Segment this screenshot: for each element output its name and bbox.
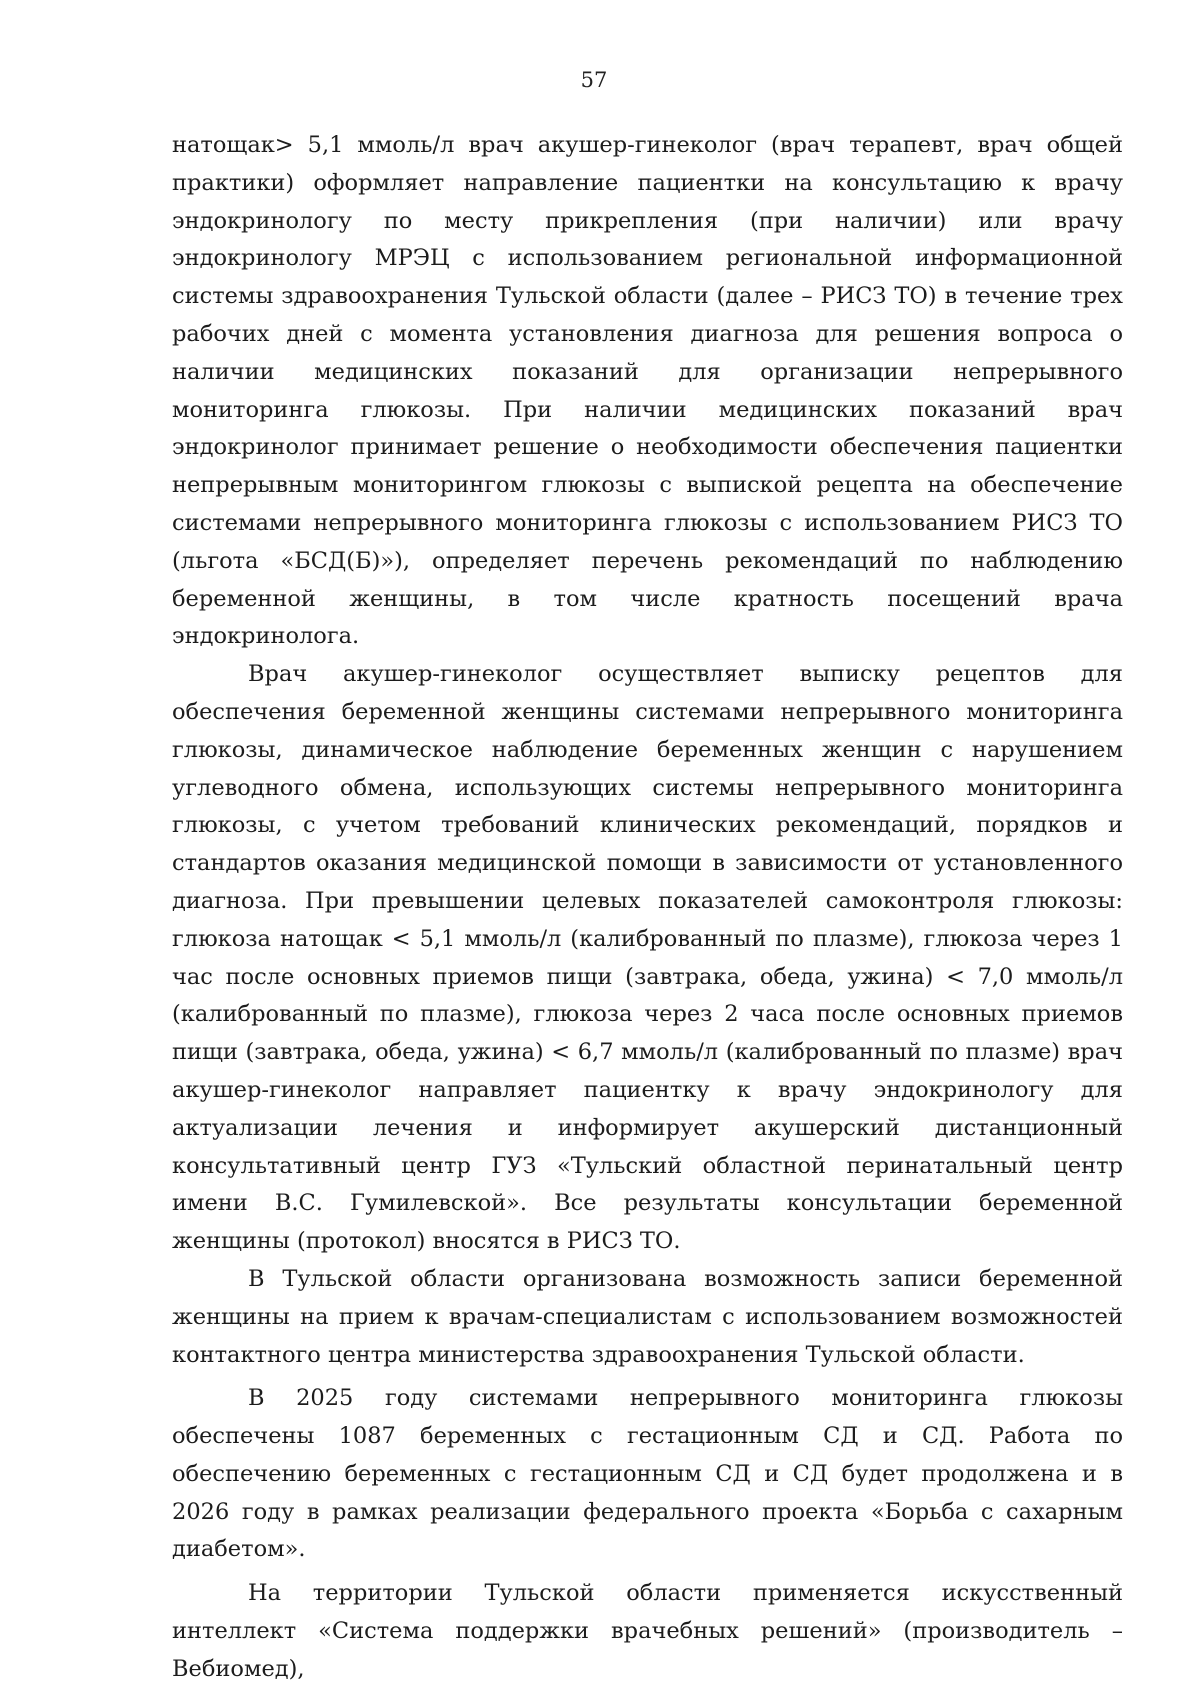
paragraph-ai-system: На территории Тульской области применяется искусственный интеллект «Система поддержки врачебных решений» (производитель – Вебиомед), — [172, 1580, 1123, 1682]
paragraph-2025-results: В 2025 году системами непрерывного мониторинга глюкозы обеспечены 1087 беременных с гестационным СД и СД. Работа по обеспечению беременных с гестационным СД и СД будет продолжена и в 2026 году в рамках реализации федерального проекта «Борьба с сахарным диабетом». — [172, 1385, 1123, 1563]
page-number: 57 — [580, 68, 608, 92]
paragraph-prescription-monitoring: Врач акушер-гинеколог осуществляет выписку рецептов для обеспечения беременной женщины системами непрерывного мониторинга глюкозы, динамическое наблюдение беременных женщин с нарушением углеводного обмена, использующих системы непрерывного мониторинга глюкозы, с учетом требований клинических рекомендаций, порядков и стандартов оказания медицинской помощи в зависимости от установленного диагноза. При превышении целевых показателей самоконтроля глюкозы: глюкоза натощак < 5,1 ммоль/л (калиброванный по плазме), глюкоза через 1 час после основных приемов пищи (завтрака, обеда, ужина) < 7,0 ммоль/л (калиброванный по плазме), глюкоза через 2 часа после основных приемов пищи (завтрака, обеда, ужина) < 6,7 ммоль/л (калиброванный по плазме) врач акушер-гинеколог направляет пациентку к врачу эндокринологу для актуализации лечения и информирует акушерский дистанционный консультативный центр ГУЗ «Тульский областной перинатальный центр имени В.С. Гумилевской». Все результаты консультации беременной женщины (протокол) вносятся в РИСЗ ТО. — [172, 661, 1123, 1255]
paragraph-appointment-booking: В Тульской области организована возможность записи беременной женщины на прием к врачам-специалистам с использованием возможностей контактного центра министерства здравоохранения Тульской области. — [172, 1265, 1123, 1368]
paragraph-continuation: натощак> 5,1 ммоль/л врач акушер-гинеколог (врач терапевт, врач общей практики) оформляет направление пациентки на консультацию к врачу эндокринологу по месту прикрепления (при наличии) или врачу эндокринологу МРЭЦ с использованием региональной информационной системы здравоохранения Тульской области (далее – РИСЗ ТО) в течение трех рабочих дней с момента установления диагноза для решения вопроса о наличии медицинских показаний для организации непрерывного мониторинга глюкозы. При наличии медицинских показаний врач эндокринолог принимает решение о необходимости обеспечения пациентки непрерывным мониторингом глюкозы с выпиской рецепта на обеспечение системами непрерывного мониторинга глюкозы с использованием РИСЗ ТО (льгота «БСД(Б)»), определяет перечень рекомендаций по наблюдению беременной женщины, в том числе кратность посещений врача эндокринолога. — [172, 132, 1123, 650]
document-body — [172, 127, 1123, 1689]
